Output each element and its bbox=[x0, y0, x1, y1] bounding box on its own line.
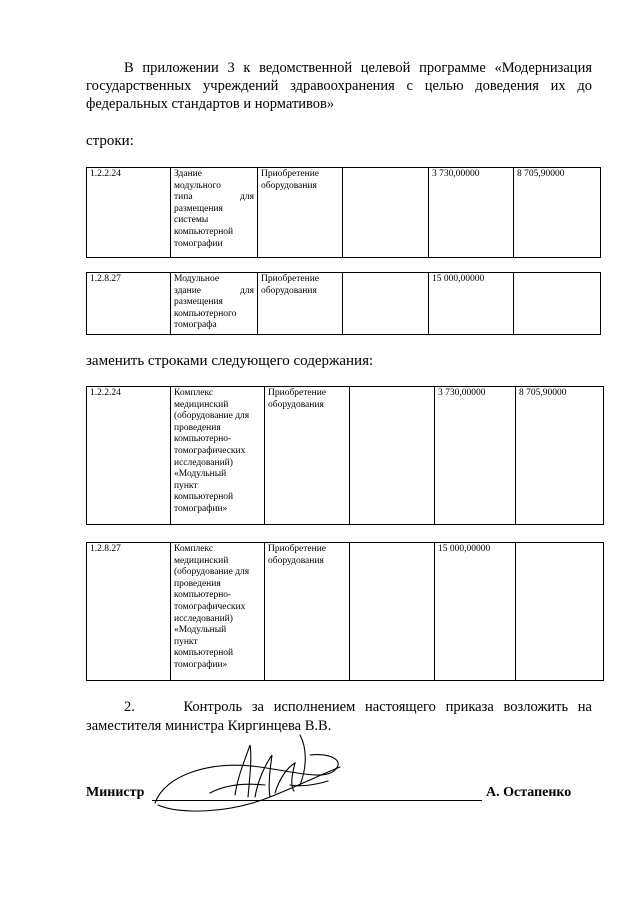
name-cell: Модульное здание для размещения компьютерного томографа bbox=[171, 273, 258, 335]
empty-cell bbox=[343, 273, 429, 335]
amount1-cell: 3 730,00000 bbox=[429, 168, 514, 258]
paragraph-2: 2. Контроль за исполнением настоящего приказа возложить на заместителя министра Киргинцева В.В. bbox=[86, 699, 596, 734]
name-cell: Здание модульного типа для размещения системы компьютерной томографии bbox=[171, 168, 258, 258]
empty-cell bbox=[350, 387, 435, 525]
purpose-cell: Приобретение оборудования bbox=[258, 168, 343, 258]
amount1-cell: 3 730,00000 bbox=[435, 387, 516, 525]
code-cell: 1.2.8.27 bbox=[87, 273, 171, 335]
rows-label: строки: bbox=[86, 133, 134, 149]
old-row-2-table bbox=[86, 272, 601, 335]
amount1-cell: 15 000,00000 bbox=[429, 273, 514, 335]
purpose-cell: Приобретение оборудования bbox=[265, 543, 350, 681]
empty-cell bbox=[343, 168, 429, 258]
amount2-cell bbox=[516, 543, 604, 681]
handwritten-signature-icon bbox=[150, 725, 360, 825]
purpose-cell: Приобретение оборудования bbox=[258, 273, 343, 335]
amount2-cell: 8 705,90000 bbox=[516, 387, 604, 525]
intro-paragraph: В приложении 3 к ведомственной целевой программе «Модернизация государственных учреждений здравоохранения с целью доведения их до федеральных стандартов и нормативов» bbox=[86, 60, 592, 112]
purpose-cell: Приобретение оборудования bbox=[265, 387, 350, 525]
empty-cell bbox=[350, 543, 435, 681]
amount2-cell: 8 705,90000 bbox=[514, 168, 601, 258]
signatory-name: А. Остапенко bbox=[486, 785, 572, 800]
name-cell: Комплекс медицинский (оборудование для проведения компьютерно- томографических исследований) «Модульный пункт компьютерной томографии» bbox=[171, 543, 265, 681]
replace-label: заменить строками следующего содержания: bbox=[86, 353, 374, 369]
amount2-cell bbox=[514, 273, 601, 335]
new-row-2-table bbox=[86, 542, 604, 681]
code-cell: 1.2.2.24 bbox=[87, 168, 171, 258]
new-row-1-table bbox=[86, 386, 604, 525]
name-cell: Комплекс медицинский (оборудование для проведения компьютерно- томографических исследований) «Модульный пункт компьютерной томографии» bbox=[171, 387, 265, 525]
old-row-1-table bbox=[86, 167, 601, 258]
code-cell: 1.2.8.27 bbox=[87, 543, 171, 681]
amount1-cell: 15 000,00000 bbox=[435, 543, 516, 681]
code-cell: 1.2.2.24 bbox=[87, 387, 171, 525]
signatory-title: Министр bbox=[86, 785, 145, 800]
